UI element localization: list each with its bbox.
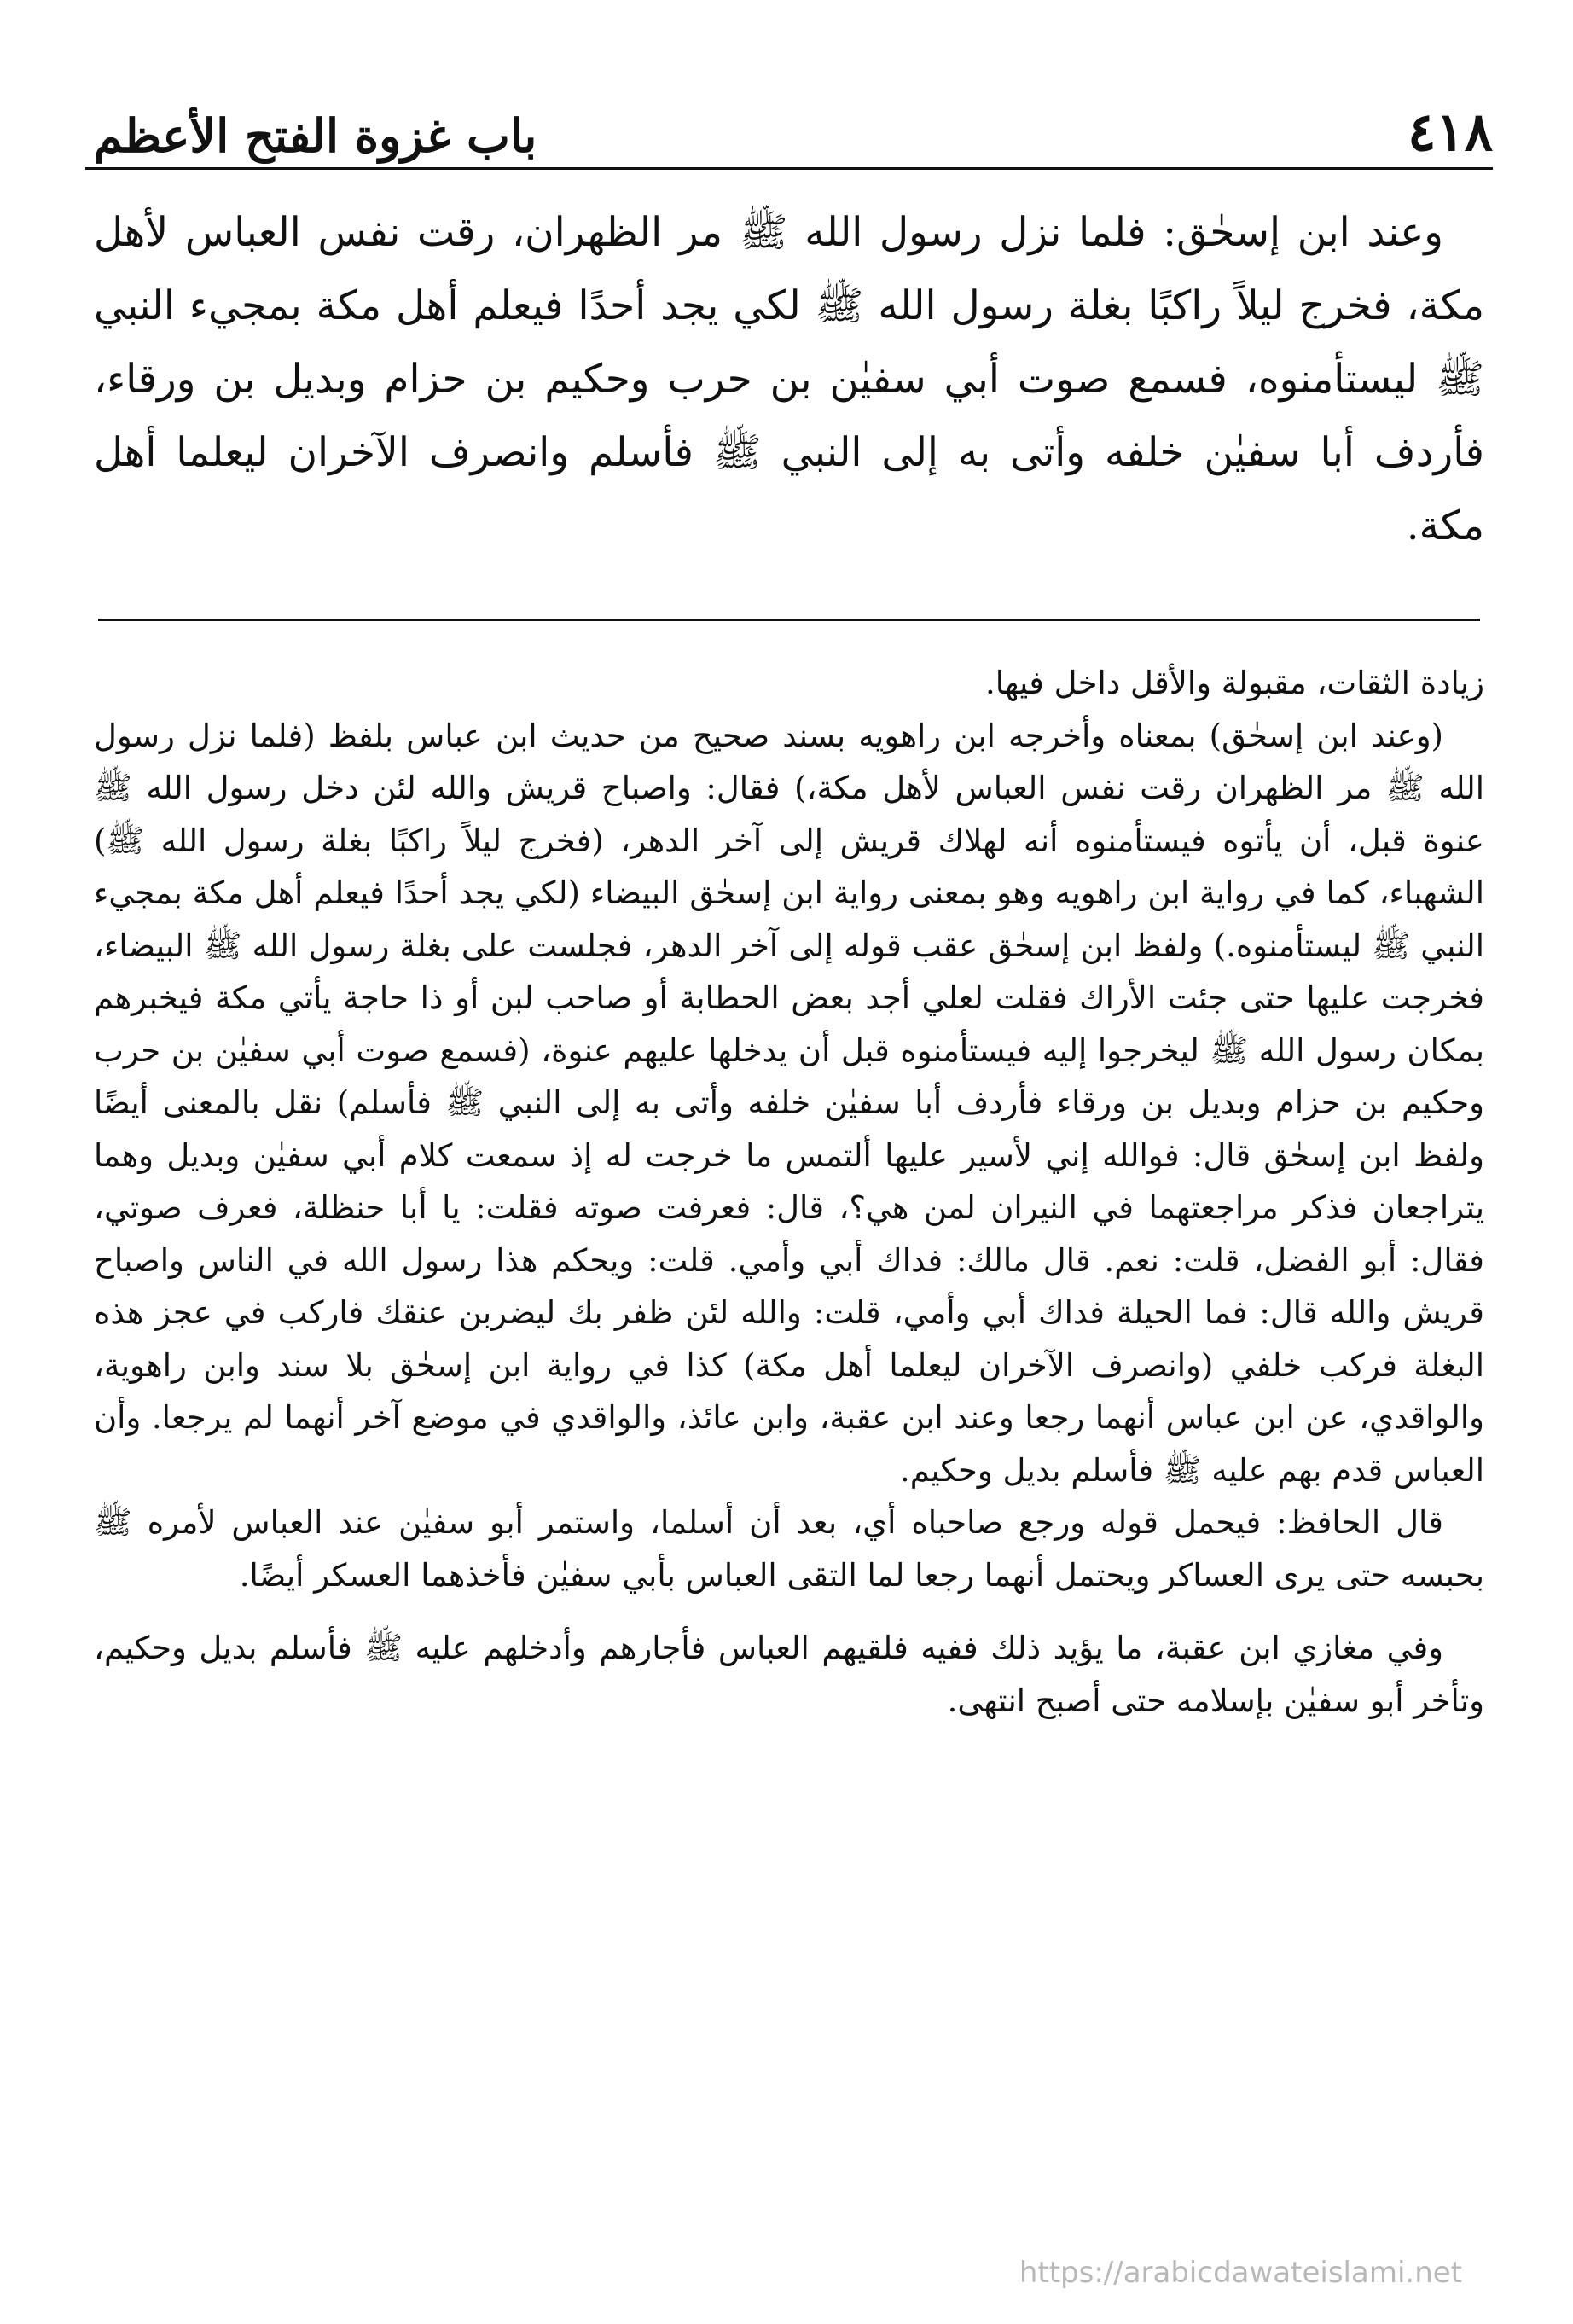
- page-header: [94, 82, 1493, 163]
- footnote-paragraph-3: قال الحافظ: فيحمل قوله ورجع صاحباه أي، بعد أن أسلما، واستمر أبو سفيٰن عند العباس لأمره ﷺ بحبسه حتى يرى العساكر ويحتمل أنهما رجعا لما التقى العباس بأبي سفيٰن فأخذهما العسكر أيضًا.: [94, 1504, 1484, 1594]
- footnote-paragraph-2: (وعند ابن إسحٰق) بمعناه وأخرجه ابن راهويه بسند صحيح من حديث ابن عباس بلفظ (فلما نزل رسول الله ﷺ مر الظهران رقت نفس العباس لأهل مكة،) فقال: واصباح قريش والله لئن دخل رسول الله ﷺ عنوة قبل، أن يأتوه فيستأمنوه أنه لهلاك قريش إلى آخر الدهر، (فخرج ليلاً راكبًا بغلة رسول الله ﷺ) الشهباء، كما في رواية ابن راهويه وهو بمعنى رواية ابن إسحٰق البيضاء (لكي يجد أحدًا فيعلم أهل مكة بمجيء النبي ﷺ ليستأمنوه.) ولفظ ابن إسحٰق عقب قوله إلى آخر الدهر، فجلست على بغلة رسول الله ﷺ البيضاء، فخرجت عليها حتى جئت الأراك فقلت لعلي أجد بعض الحطابة أو صاحب لبن أو ذا حاجة يأتي مكة فيخبرهم بمكان رسول الله ﷺ ليخرجوا إليه فيستأمنوه قبل أن يدخلها عليهم عنوة، (فسمع صوت أبي سفيٰن بن حرب وحكيم بن حزام وبديل بن ورقاء فأردف أبا سفيٰن خلفه وأتى به إلى النبي ﷺ فأسلم) نقل بالمعنى أيضًا ولفظ ابن إسحٰق قال: فوالله إني لأسير عليها ألتمس ما خرجت له إذ سمعت كلام أبي سفيٰن وبديل وهما يتراجعان فذكر مراجعتهما في النيران لمن هي؟، قال: فعرفت صوته فقلت: يا أبا حنظلة، فعرف صوتي، فقال: أبو الفضل، قلت: نعم. قال مالك: فداك أبي وأمي. قلت: ويحكم هذا رسول الله في الناس واصباح قريش والله قال: فما الحيلة فداك أبي وأمي، قلت: والله لئن ظفر بك ليضربن عنقك فاركب في عجز هذه البغلة فركب خلفي (وانصرف الآخران ليعلما أهل مكة) كذا في رواية ابن إسحٰق بلا سند وابن راهوية، والواقدي، عن ابن عباس أنهما رجعا وعند ابن عقبة، وابن عائذ، والواقدي في موضع آخر أنهما لم يرجعا. وأن العباس قدم بهم عليه ﷺ فأسلم بديل وحكيم.: [94, 717, 1484, 1489]
- footnote-divider: [98, 619, 1480, 621]
- page-number: ٤١٨: [1408, 101, 1493, 163]
- footnote-paragraph-1: زيادة الثقات، مقبولة والأقل داخل فيها.: [984, 665, 1484, 701]
- header-divider: [85, 167, 1493, 170]
- footnote-paragraph-4: وفي مغازي ابن عقبة، ما يؤيد ذلك ففيه فلقيهم العباس فأجارهم وأدخلهم عليه ﷺ فأسلم بديل وحكيم، وتأخر أبو سفيٰن بإسلامه حتى أصبح انتهى.: [94, 1630, 1484, 1719]
- main-text: [94, 196, 1484, 563]
- watermark-url: https://arabicdawateislami.net: [1019, 2256, 1462, 2290]
- main-paragraph: وعند ابن إسحٰق: فلما نزل رسول الله ﷺ مر الظهران، رقت نفس العباس لأهل مكة، فخرج ليلاً راكبًا بغلة رسول الله ﷺ لكي يجد أحدًا فيعلم أهل مكة بمجيء النبي ﷺ ليستأمنوه، فسمع صوت أبي سفيٰن بن حرب وحكيم بن حزام وبديل بن ورقاء، فأردف أبا سفيٰن خلفه وأتى به إلى النبي ﷺ فأسلم وانصرف الآخران ليعلما أهل مكة.: [94, 209, 1484, 549]
- footnotes: [94, 657, 1484, 1727]
- chapter-title: باب غزوة الفتح الأعظم: [94, 108, 537, 163]
